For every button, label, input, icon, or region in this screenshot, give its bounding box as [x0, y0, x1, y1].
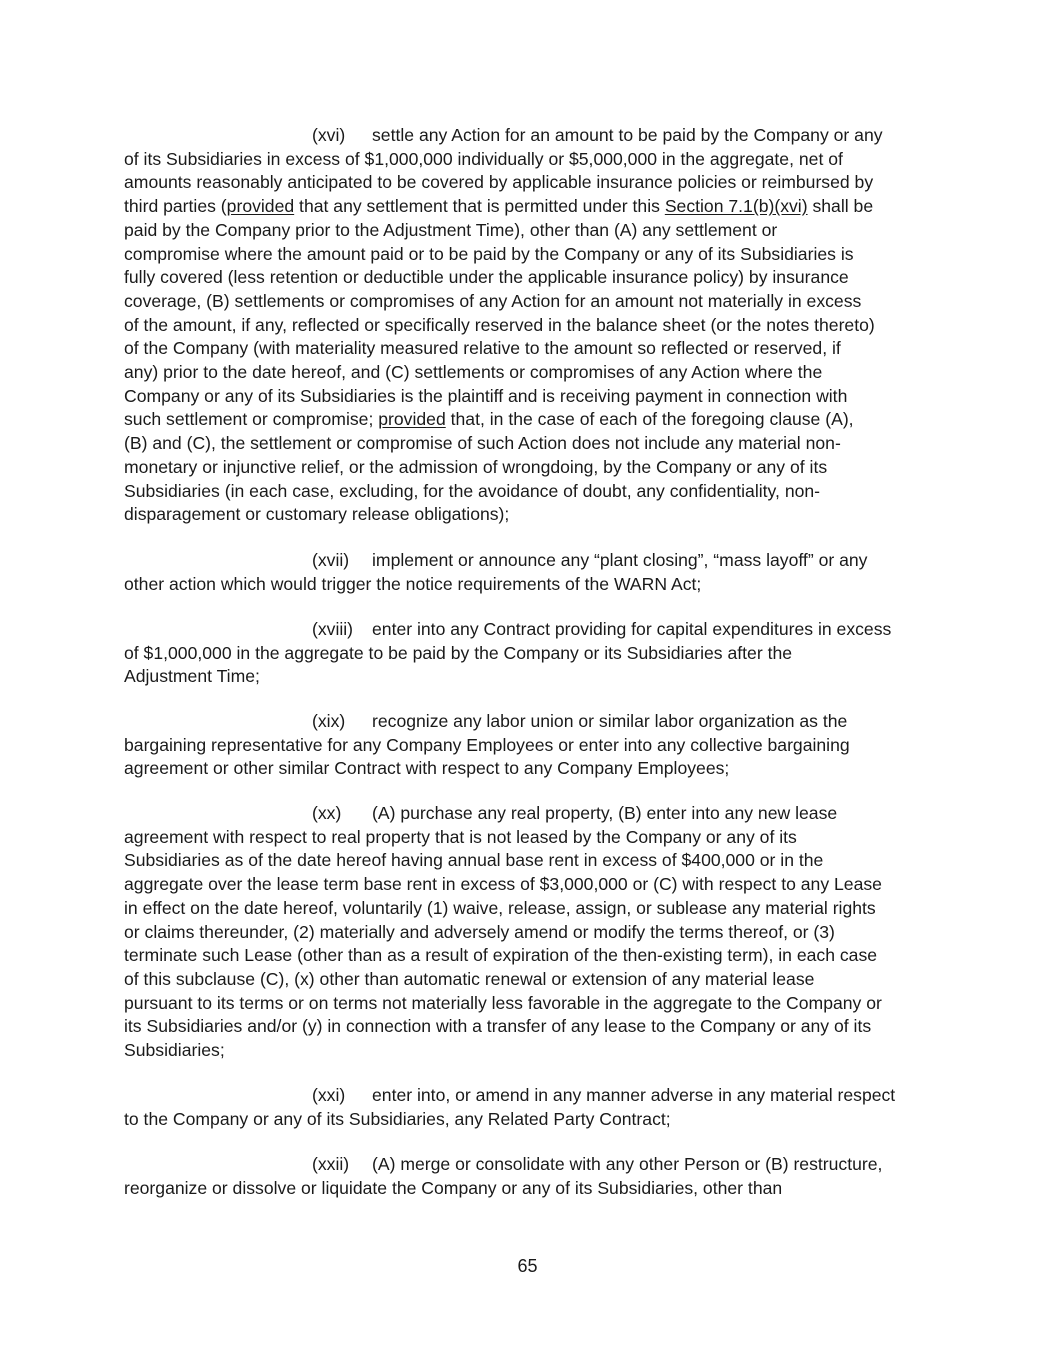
clause-xvii — [124, 549, 934, 596]
clause-line: amounts reasonably anticipated to be covered by applicable insurance policies or reimbursed by — [124, 172, 874, 193]
clause-first-line: (xix) recognize any labor union or similar labor organization as the — [124, 710, 934, 734]
clause-number: (xviii) — [312, 619, 354, 639]
clause-line: third parties (provided that any settlement that is permitted under this Section 7.1(b)(xvi) shall be — [124, 196, 874, 217]
clause-line: pursuant to its terms or on terms not materially less favorable in the aggregate to the Company or — [124, 992, 882, 1013]
clause-line: agreement or other similar Contract with respect to any Company Employees; — [124, 758, 730, 779]
clause-number: (xx) — [312, 803, 342, 823]
clause-line: agreement with respect to real property that is not leased by the Company or any of its — [124, 826, 797, 847]
provided-underlined: provided — [378, 409, 446, 430]
clause-number: (xvi) — [312, 125, 346, 145]
clause-line: Subsidiaries (in each case, excluding, for the avoidance of doubt, any confidentiality, non- — [124, 480, 821, 501]
clause-line: bargaining representative for any Company Employees or enter into any collective bargaining — [124, 734, 850, 755]
clause-first-line: (xx) (A) purchase any real property, (B) enter into any new lease — [124, 802, 934, 826]
clause-xix — [124, 710, 934, 781]
clause-line: its Subsidiaries and/or (y) in connection with a transfer of any lease to the Company or any of its — [124, 1016, 872, 1037]
clause-line: compromise where the amount paid or to be paid by the Company or any of its Subsidiaries is — [124, 243, 854, 264]
clause-number: (xvii) — [312, 550, 350, 570]
clause-line: or claims thereunder, (2) materially and adversely amend or modify the terms thereof, or (3) — [124, 921, 835, 942]
page-number: 65 — [517, 1256, 538, 1276]
clause-line: terminate such Lease (other than as a result of expiration of the then-existing term), in each case — [124, 945, 878, 966]
clause-xxii — [124, 1153, 934, 1200]
clause-line: of the amount, if any, reflected or specifically reserved in the balance sheet (or the notes thereto) — [124, 314, 875, 335]
section-reference: Section 7.1(b)(xvi) — [664, 196, 808, 217]
clause-number: (xxi) — [312, 1085, 346, 1105]
clause-first-line: (xxi) enter into, or amend in any manner adverse in any material respect — [124, 1084, 934, 1108]
clause-xxi — [124, 1084, 934, 1131]
clause-line: Adjustment Time; — [124, 666, 260, 687]
clause-line: fully covered (less retention or deductible under the applicable insurance policy) by insurance — [124, 267, 849, 288]
clause-line: to the Company or any of its Subsidiaries, any Related Party Contract; — [124, 1108, 671, 1129]
clause-number: (xix) — [312, 711, 346, 731]
clause-xvi — [124, 124, 934, 527]
clause-first-line: (xxii) (A) merge or consolidate with any other Person or (B) restructure, — [124, 1153, 934, 1177]
clause-line: other action which would trigger the notice requirements of the WARN Act; — [124, 573, 702, 594]
clause-first-line: (xvii) implement or announce any “plant closing”, “mass layoff” or any — [124, 549, 934, 573]
clause-first-line: (xvi) settle any Action for an amount to be paid by the Company or any — [124, 124, 934, 148]
clause-line: Company or any of its Subsidiaries is the plaintiff and is receiving payment in connection with — [124, 385, 848, 406]
clause-line: Subsidiaries; — [124, 1040, 225, 1061]
clause-line: coverage, (B) settlements or compromises of any Action for an amount not materially in excess — [124, 290, 862, 311]
clause-line: of $1,000,000 in the aggregate to be paid by the Company or its Subsidiaries after the — [124, 642, 793, 663]
clause-line: such settlement or compromise; provided that, in the case of each of the foregoing clause (A), — [124, 409, 854, 430]
clause-line: of the Company (with materiality measured relative to the amount so reflected or reserved, if — [124, 338, 841, 359]
clause-line: of this subclause (C), (x) other than automatic renewal or extension of any material lease — [124, 968, 815, 989]
provided-underlined: provided — [226, 196, 295, 217]
clause-line: in effect on the date hereof, voluntarily (1) waive, release, assign, or sublease any material rights — [124, 897, 876, 918]
clause-first-line: (xviii) enter into any Contract providing for capital expenditures in excess — [124, 618, 934, 642]
clause-line: disparagement or customary release obligations); — [124, 504, 510, 525]
clause-xviii — [124, 618, 934, 689]
clause-line: any) prior to the date hereof, and (C) settlements or compromises of any Action where the — [124, 362, 823, 383]
clause-line: reorganize or dissolve or liquidate the Company or any of its Subsidiaries, other than — [124, 1177, 783, 1198]
clause-line: paid by the Company prior to the Adjustment Time), other than (A) any settlement or — [124, 219, 778, 240]
clause-line: aggregate over the lease term base rent in excess of $3,000,000 or (C) with respect to any Lease — [124, 874, 882, 895]
clause-line: of its Subsidiaries in excess of $1,000,000 individually or $5,000,000 in the aggregate, net of — [124, 148, 843, 169]
clause-number: (xxii) — [312, 1154, 350, 1174]
clause-line: monetary or injunctive relief, or the admission of wrongdoing, by the Company or any of its — [124, 456, 828, 477]
clause-line: (B) and (C), the settlement or compromise of such Action does not include any material non- — [124, 433, 841, 454]
clause-line: Subsidiaries as of the date hereof having annual base rent in excess of $400,000 or in the — [124, 850, 824, 871]
clause-xx — [124, 802, 934, 1063]
